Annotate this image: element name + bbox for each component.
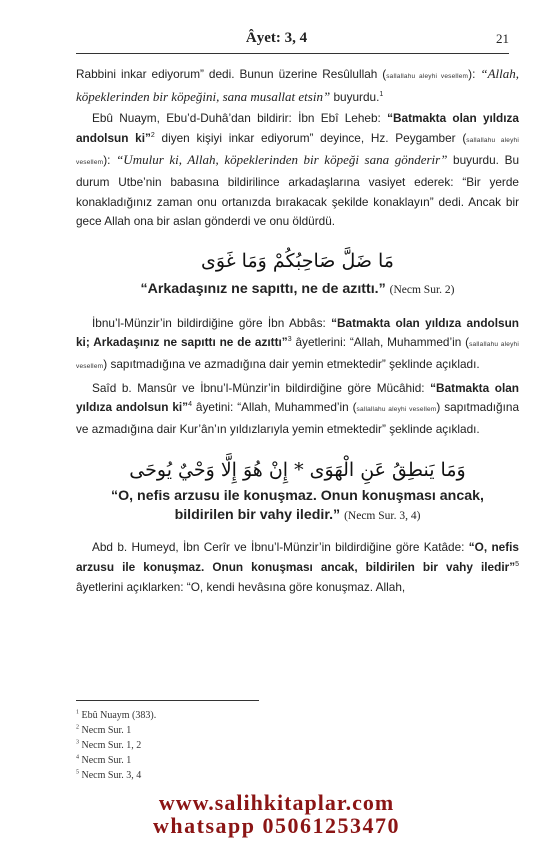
bold-quote: “Batmakta olan yıldıza andolsun ki” xyxy=(76,380,519,415)
verse-reference: (Necm Sur. 3, 4) xyxy=(344,510,421,523)
paragraph-4: Saîd b. Mansûr ve İbnu’l-Münzir’in bildirdiğine göre Mücâhid: “Batmakta olan yıldıza andolsun ki”$^4$ âyetini: “Allah, Muhammed’in (sallallahu aleyhi vesellem) sapıtmadığına ve azmadığına dair Kur’ân’ın yıldızlarıyla yemin etmektedir” şeklinde açıkladı. xyxy=(76,380,520,436)
page-title: Âyet: 3, 4 xyxy=(245,30,308,46)
header-rule xyxy=(76,53,509,54)
sallallahu-note: sallallahu aleyhi vesellem xyxy=(356,406,437,414)
footnote: $^5$ Necm Sur. 3, 4 xyxy=(76,769,142,781)
sallallahu-note: sallallahu aleyhi vesellem xyxy=(386,73,469,80)
watermark-whatsapp: whatsapp 05061253470 xyxy=(153,813,400,838)
footnote: $^3$ Necm Sur. 1, 2 xyxy=(76,739,142,751)
footnote-ref: 4 xyxy=(188,401,192,409)
footnote: $^4$ Necm Sur. 1 xyxy=(76,754,132,766)
bold-quote: “Batmakta olan yıldıza andolsun ki” xyxy=(76,111,519,145)
page-number: 21 xyxy=(496,31,509,46)
paragraph-1: Rabbini inkar ediyorum” dedi. Bunun üzerine Resûlullah (sallallahu aleyhi vesellem): “Allah, köpeklerinden bir köpeğini, sana musallat etsin” buyurdu.$^1$ xyxy=(76,66,519,104)
bold-quote: “Batmakta olan yıldıza andolsun ki; Arkadaşınız ne sapıttı ne de azıttı” xyxy=(76,315,519,350)
footnote-ref: 1 xyxy=(379,90,384,98)
footnote-ref: 5 xyxy=(515,560,519,568)
sallallahu-note: sallallahu aleyhi vesellem xyxy=(76,341,519,370)
sallallahu-note: sallallahu aleyhi vesellem xyxy=(76,136,519,167)
bold-quote: “O, nefis arzusu ile konuşmaz. Onun konuşması ancak, bildirilen bir vahy iledir” xyxy=(76,540,519,574)
page-body xyxy=(76,64,519,597)
verse-translation-2: “O, nefis arzusu ile konuşmaz. Onun konuşması ancak, bildirilen bir vahy iledir.” (Necm Sur. 3, 4) xyxy=(111,488,484,524)
paragraph-5: Abd b. Humeyd, İbn Cerîr ve İbnu’l-Münzir’in bildirdiğine göre Katâde: “O, nefis arzusu ile konuşmaz. Onun konuşması ancak, bildirilen bir vahy iledir”$^5$ âyetlerini açıklarken: “O, kendi hevâsına göre konuşmaz. Allah, xyxy=(76,540,519,594)
footnote: $^2$ Necm Sur. 1 xyxy=(76,724,132,736)
footnote-ref: 2 xyxy=(150,131,155,139)
paragraph-3: İbnu’l-Münzir’in bildirdiğine göre İbn Abbâs: “Batmakta olan yıldıza andolsun ki; Arkadaşınız ne sapıttı ne de azıttı”$^3$ âyetlerini: “Allah, Muhammed’in (sallallahu aleyhi vesellem) sapıtmadığına ve azmadığına dair yemin etmektedir” şeklinde açıkladı. xyxy=(76,315,519,371)
footnote-ref: 3 xyxy=(287,336,292,344)
quote: “Umulur ki, Allah, köpeklerinden bir köpeği sana gönderir” xyxy=(116,152,448,168)
verse-reference: (Necm Sur. 2) xyxy=(389,283,455,296)
verse-translation-1: “Arkadaşınız ne sapıttı, ne de azıttı.” (Necm Sur. 2) xyxy=(140,280,455,297)
footnote-rule xyxy=(76,700,259,701)
footnotes xyxy=(76,708,156,783)
page-header xyxy=(0,30,553,50)
arabic-verse-1: مَا ضَلَّ صَاحِبُكُمْ وَمَا غَوَى xyxy=(201,249,394,272)
watermark-website: www.salihkitaplar.com xyxy=(158,790,395,815)
paragraph-2: Ebû Nuaym, Ebu’d-Duhâ’dan bildirir: İbn Ebî Leheb: “Batmakta olan yıldıza andolsun ki”$^2$ diyen kişiyi inkar ediyorum” deyince, Hz. Peygamber (sallallahu aleyhi vesellem): “Umulur ki, Allah, köpeklerinden bir köpeği sana gönderir” buyurdu. Bu durum Utbe’nin babasına bildirilince arkadaşlarına vasiyet ederek: “Bir yerde konakladığınız zaman onu ortanızda bırakacak şekilde konaklayın” dedi. Ancak bir gece Allah ona bir aslan gönderdi ve onu öldürdü. xyxy=(76,111,520,229)
arabic-verse-2: وَمَا يَنطِقُ عَنِ الْهَوَى * إِنْ هُوَ إِلَّا وَحْيٌ يُوحَى xyxy=(129,459,466,482)
quote: “Allah, köpeklerinden bir köpeğini, sana musallat etsin” xyxy=(76,66,519,104)
footnote: $^1$ Ebû Nuaym (383). xyxy=(76,709,157,721)
